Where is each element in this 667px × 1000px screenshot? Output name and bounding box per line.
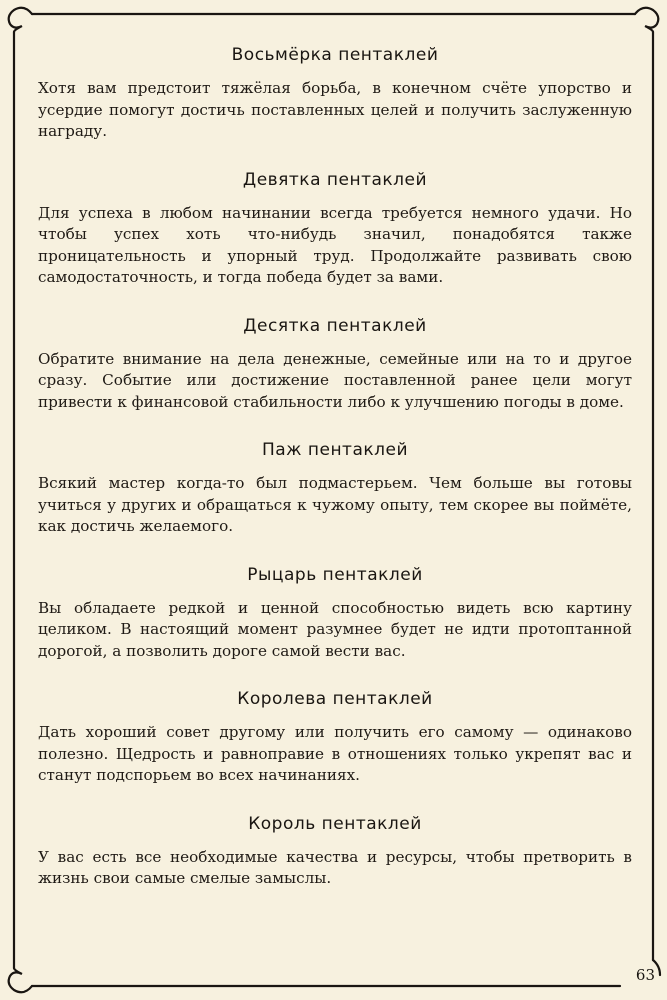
section-queen-of-pentacles [38, 686, 632, 787]
section-ten-of-pentacles [38, 313, 632, 414]
section-eight-of-pentacles [38, 42, 632, 143]
section-text: Вы обладаете редкой и ценной способностью видеть всю картину целиком. В настоящий момент разумнее будет не идти протоптанной дорогой, а позволить дороге самой вести вас. [38, 598, 632, 660]
section-text: У вас есть все необходимые качества и ресурсы, чтобы претворить в жизнь свои самые смелые замыслы. [38, 847, 632, 887]
section-heading: Восьмёрка пентаклей [231, 45, 439, 65]
content-column [38, 42, 632, 914]
section-heading: Король пентаклей [248, 813, 422, 834]
section-nine-of-pentacles [38, 167, 632, 289]
section-text: Хотя вам предстоит тяжёлая борьба, в конечном счёте упорство и усердие помогут достичь поставленных целей и получить заслуженную награду. [38, 79, 632, 140]
page-number: 63 [635, 966, 655, 984]
section-heading: Паж пентаклей [261, 440, 409, 460]
section-heading: Девятка пентаклей [242, 169, 428, 190]
section-heading: Рыцарь пентаклей [247, 564, 423, 585]
section-heading: Королева пентаклей [237, 689, 433, 709]
section-text: Всякий мастер когда-то был подмастерьем. Чем больше вы готовы учиться у других и обращаться к чужому опыту, тем скорее вы поймёте, как достичь желаемого. [38, 474, 632, 535]
section-page-of-pentacles [38, 437, 632, 538]
section-heading: Десятка пентаклей [243, 315, 427, 336]
section-text: Для успеха в любом начинании всегда требуется немного удачи. Но чтобы успех хоть что-нибудь значил, понадобятся также проницательность и упорный труд. Продолжайте развивать свою самодостаточность, и тогда победа будет за вами. [38, 203, 632, 286]
section-text: Обратите внимание на дела денежные, семейные или на то и другое сразу. Событие или достижение поставленной ранее цели могут привести к финансовой стабильности либо к улучшению погоды в доме. [38, 349, 632, 411]
section-text: Дать хороший совет другому или получить его самому — одинаково полезно. Щедрость и равноправие в отношениях только укрепят вас и станут подспорьем во всех начинаниях. [38, 723, 632, 784]
section-knight-of-pentacles [38, 562, 632, 663]
section-king-of-pentacles [38, 811, 632, 890]
